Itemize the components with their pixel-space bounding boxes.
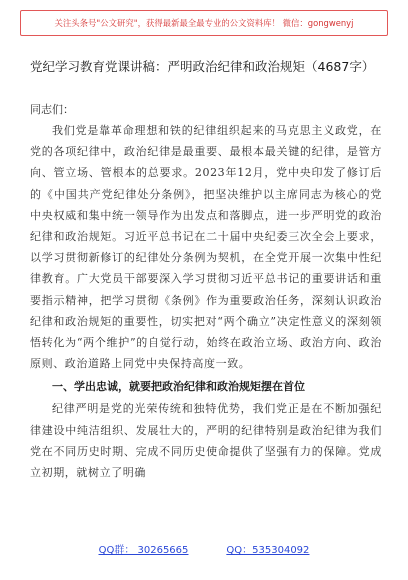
footer-qq-group-link[interactable]: QQ群： 30265665	[98, 545, 189, 556]
promo-banner	[20, 10, 388, 36]
promo-banner-text: 关注头条号"公文研究"，获得最新最全最专业的公文资料库！ 微信：gongwenyj	[54, 18, 354, 28]
footer-contact	[0, 541, 408, 561]
salutation: 同志们：	[30, 103, 74, 116]
section-paragraph: 纪律严明是党的光荣传统和独特优势，我们党正是在不断加强纪律建设中纯洁组织、发展壮大的，严明的纪律特别是政治纪律为我们党在不同历史时期、完成不同历史使命提供了坚强有力的保障。党成立初期，就树立了明确	[30, 402, 382, 480]
document-title: 党纪学习教育党课讲稿：严明政治纪律和政治规矩（4687字）	[30, 59, 375, 74]
footer-qq-link[interactable]: QQ：535304092	[226, 545, 310, 556]
document-body	[30, 100, 382, 483]
body-paragraph: 我们党是靠革命理想和铁的纪律组织起来的马克思主义政党，在党的各项纪律中，政治纪律是最重要、最根本最关键的纪律，是管方向、管立场、管根本的总要求。2023年12月，党中央印发了修订后的《中国共产党纪律处分条例》，把坚决维护以主席同志为核心的党中央权威和集中统一领导作为出发点和落脚点，进一步严明党的政治纪律和政治规矩。习近平总书记在二十届中央纪委三次全会上要求，以学习贯彻新修订的纪律处分条例为契机，在全党开展一次集中性纪律教育。广大党员干部要深入学习贯彻习近平总书记的重要讲话和重要指示精神，把学习贯彻《条例》作为重要政治任务，深刻认识政治纪律和政治规矩的重要性，切实把对“两个确立”决定性意义的深刻领悟转化为“两个维护”的自觉行动，始终在政治立场、政治方向、政治原则、政治道路上同党中央保持高度一致。	[30, 124, 382, 371]
section-heading: 一、学出忠诚，就要把政治纪律和政治规矩摆在首位	[52, 380, 305, 394]
